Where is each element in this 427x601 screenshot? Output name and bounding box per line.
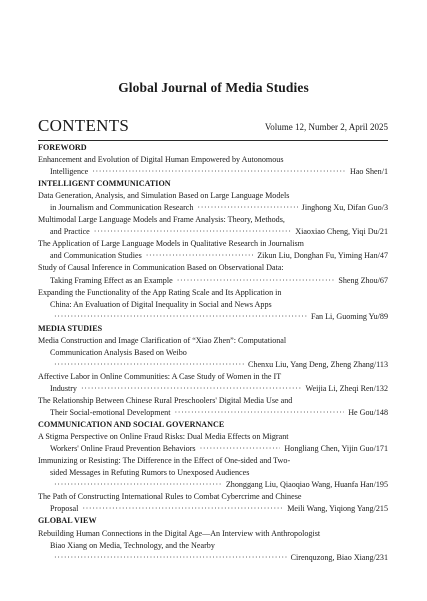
leader-dots [200,443,281,455]
toc-entry[interactable] [38,190,388,214]
contents-header [38,116,388,141]
leader-dots [82,503,283,515]
section-heading: GLOBAL VIEW [38,516,97,526]
entry-byline [38,275,388,287]
section-heading: COMMUNICATION AND SOCIAL GOVERNANCE [38,420,225,430]
article-title-line: Industry [50,383,77,393]
article-title-line: in Journalism and Communication Research [50,203,194,213]
toc-entry[interactable] [38,395,388,419]
article-title-line: Intelligence [50,167,89,177]
leader-dots [197,202,297,214]
article-title-line: Rebuilding Human Connections in the Digital Age—An Interview with Anthropologist [38,528,321,538]
article-title-line: Proposal [50,504,79,514]
leader-dots [146,250,253,262]
toc-entry[interactable] [38,214,388,238]
toc-entry[interactable] [38,371,388,395]
leader-dots [174,407,344,419]
entry-byline [38,359,388,371]
toc-entry[interactable] [38,491,388,515]
article-title-line: Communication Analysis Based on Weibo [50,347,187,357]
article-title-line: Taking Framing Effect as an Example [50,275,173,285]
authors-page: Sheng Zhou/67 [338,275,388,285]
leader-dots [54,311,307,323]
article-title-line: The Relationship Between Chinese Rural Preschoolers' Digital Media Use and [38,395,293,405]
leader-dots [54,359,244,371]
article-title-line: Biao Xiang on Media, Technology, and the Nearby [50,540,215,550]
journal-title: Global Journal of Media Studies [118,80,309,95]
article-title-line: Immunizing or Resisting: The Difference in the Effect of One-sided and Two- [38,456,291,466]
authors-page: Chenxu Liu, Yang Deng, Zheng Zhang/113 [248,359,388,369]
article-title-line: A Stigma Perspective on Online Fraud Risks: Dual Media Effects on Migrant [38,432,289,442]
entry-byline [38,383,388,395]
toc-entry[interactable] [38,287,388,323]
entry-byline [38,552,388,564]
section-heading: INTELLIGENT COMMUNICATION [38,179,171,189]
toc-entry[interactable] [38,154,388,178]
toc-entry[interactable] [38,431,388,455]
article-title-line: and Communication Studies [50,251,142,261]
article-title-line: Workers' Online Fraud Prevention Behaviors [50,444,196,454]
contents-label: CONTENTS [38,116,130,135]
authors-page: Fan Li, Guoming Yu/89 [310,311,388,321]
entry-byline [38,250,388,262]
article-title-line: The Path of Constructing International Rules to Combat Cybercrime and Chinese [38,492,302,502]
article-title-line: sided Messages in Refuting Rumors to Unexposed Audiences [50,468,250,478]
leader-dots [92,166,346,178]
table-of-contents [38,142,388,564]
authors-page: Zikun Liu, Donghan Fu, Yiming Han/47 [257,251,388,261]
authors-page: Zhonggang Liu, Qiaoqiao Wang, Huanfa Han/195 [225,480,388,490]
entry-byline [38,503,388,515]
entry-byline [38,311,388,323]
entry-byline [38,226,388,238]
section-heading: FOREWORD [38,143,87,152]
toc-entry[interactable] [38,238,388,262]
authors-page: Hao Shen/1 [350,167,388,177]
authors-page: Xiaoxiao Cheng, Yiqi Du/21 [295,227,388,237]
authors-page: Meili Wang, Yiqiong Yang/215 [287,504,388,514]
article-title-line: Media Construction and Image Clarification of “Xiao Zhen”: Computational [38,335,287,345]
entry-byline [38,407,388,419]
article-title-line: Multimodal Large Language Models and Frame Analysis: Theory, Methods, [38,215,285,225]
article-title-line: Study of Causal Inference in Communication Based on Observational Data: [38,263,284,273]
article-title-line: and Practice [50,227,90,237]
authors-page: Cirenquzong, Biao Xiang/231 [290,552,388,562]
leader-dots [177,275,335,287]
section-heading: MEDIA STUDIES [38,323,103,333]
entry-byline [38,166,388,178]
article-title-line: The Application of Large Language Models in Qualitative Research in Journalism [38,239,304,249]
leader-dots [81,383,302,395]
toc-entry[interactable] [38,335,388,371]
article-title-line: Affective Labor in Online Communities: A Case Study of Women in the IT [38,371,282,381]
authors-page: Jinghong Xu, Difan Guo/3 [301,203,388,213]
article-title-line: Data Generation, Analysis, and Simulation Based on Large Language Models [38,191,290,201]
toc-entry[interactable] [38,528,388,564]
article-title-line: Their Social-emotional Development [50,408,171,418]
toc-entry[interactable] [38,455,388,491]
entry-byline [38,202,388,214]
leader-dots [54,479,222,491]
entry-byline [38,443,388,455]
leader-dots [94,226,291,238]
authors-page: Hongliang Chen, Yijin Guo/171 [284,444,388,454]
toc-entry[interactable] [38,262,388,286]
entry-byline [38,479,388,491]
authors-page: Weijia Li, Zheqi Ren/132 [305,383,388,393]
article-title-line: Expanding the Functionality of the App Rating Scale and Its Application in [38,287,282,297]
article-title-line: China: An Evaluation of Digital Inequality in Social and News Apps [50,299,272,309]
authors-page: He Gou/148 [348,408,388,418]
article-title-line: Enhancement and Evolution of Digital Human Empowered by Autonomous [38,155,284,165]
leader-dots [54,552,287,564]
issue-info: Volume 12, Number 2, April 2025 [264,122,388,132]
